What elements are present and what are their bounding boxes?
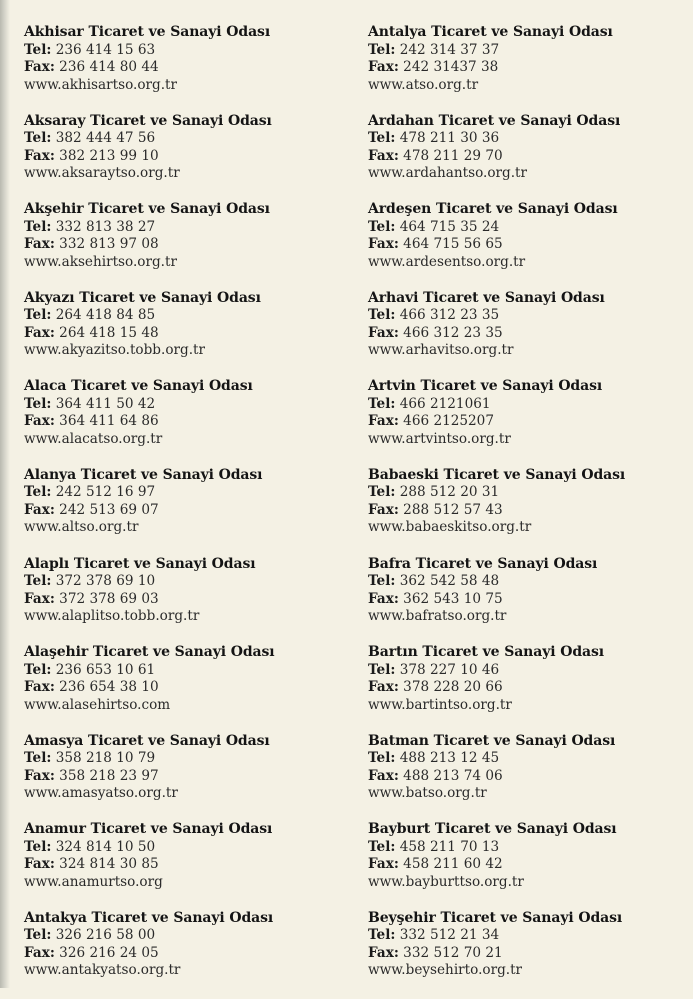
fax-line: [24, 502, 354, 520]
fax-label: Fax:: [24, 767, 55, 784]
chamber-entry: [24, 556, 354, 645]
chamber-entry: [368, 733, 693, 822]
tel-line: [368, 750, 693, 768]
tel-label: Tel:: [368, 218, 396, 235]
fax-label: Fax:: [24, 590, 55, 607]
fax-label: Fax:: [24, 413, 55, 430]
tel-line: [24, 484, 354, 502]
tel-label: Tel:: [24, 395, 52, 412]
chamber-entry: [24, 113, 354, 202]
fax-label: Fax:: [24, 324, 55, 341]
tel-number: 364 411 50 42: [55, 395, 156, 412]
chamber-name: Aksaray Ticaret ve Sanayi Odası: [24, 112, 272, 129]
fax-label: Fax:: [24, 501, 55, 518]
chamber-name: Anamur Ticaret ve Sanayi Odası: [24, 821, 273, 838]
fax-line: [368, 413, 693, 431]
tel-label: Tel:: [24, 307, 52, 324]
fax-label: Fax:: [368, 501, 399, 518]
tel-label: Tel:: [368, 661, 396, 678]
tel-label: Tel:: [24, 927, 52, 944]
fax-number: 478 211 29 70: [403, 147, 503, 164]
website-link[interactable]: www.babaeskitso.org.tr: [368, 519, 532, 536]
tel-line: [368, 484, 693, 502]
tel-number: 488 213 12 45: [399, 750, 500, 767]
tel-line: [24, 42, 354, 60]
website-link[interactable]: www.antakyatso.org.tr: [24, 962, 181, 979]
fax-label: Fax:: [368, 767, 399, 784]
left-column: [24, 24, 354, 999]
chamber-name: Beyşehir Ticaret ve Sanayi Odası: [368, 909, 623, 926]
tel-line: [24, 662, 354, 680]
fax-label: Fax:: [368, 236, 399, 253]
tel-number: 358 218 10 79: [55, 750, 156, 767]
tel-number: 242 314 37 37: [399, 41, 500, 58]
website-link[interactable]: www.ardahantso.org.tr: [368, 165, 528, 182]
fax-line: [368, 502, 693, 520]
tel-number: 332 512 21 34: [399, 927, 500, 944]
fax-number: 466 312 23 35: [403, 324, 503, 341]
fax-line: [24, 945, 354, 963]
tel-line: [368, 573, 693, 591]
tel-number: 382 444 47 56: [55, 130, 156, 147]
chamber-entry: [368, 113, 693, 202]
chamber-entry: [368, 467, 693, 556]
fax-label: Fax:: [368, 590, 399, 607]
tel-label: Tel:: [24, 750, 52, 767]
website-link[interactable]: www.aksehirtso.org.tr: [24, 253, 177, 270]
tel-line: [368, 662, 693, 680]
fax-number: 242 513 69 07: [59, 501, 159, 518]
fax-number: 458 211 60 42: [403, 856, 503, 873]
fax-number: 236 654 38 10: [59, 679, 159, 696]
chamber-entry: [24, 821, 354, 910]
fax-number: 358 218 23 97: [59, 767, 159, 784]
tel-label: Tel:: [24, 218, 52, 235]
website-link[interactable]: www.altso.org.tr: [24, 519, 139, 536]
fax-number: 242 31437 38: [403, 59, 499, 75]
tel-label: Tel:: [368, 484, 396, 501]
tel-line: [368, 839, 693, 857]
tel-number: 324 814 10 50: [55, 838, 156, 855]
tel-label: Tel:: [24, 838, 52, 855]
tel-number: 236 653 10 61: [55, 661, 156, 678]
chamber-entry: [24, 24, 354, 113]
website-link[interactable]: www.amasyatso.org.tr: [24, 785, 178, 802]
chamber-entry: [24, 290, 354, 379]
fax-number: 332 512 70 21: [403, 944, 503, 961]
chamber-name: Bafra Ticaret ve Sanayi Odası: [368, 555, 598, 572]
fax-number: 324 814 30 85: [59, 856, 159, 873]
fax-number: 288 512 57 43: [403, 501, 503, 518]
chamber-name: Artvin Ticaret ve Sanayi Odası: [368, 378, 603, 395]
fax-line: [368, 679, 693, 697]
fax-number: 466 2125207: [403, 413, 494, 430]
tel-label: Tel:: [368, 307, 396, 324]
tel-number: 288 512 20 31: [399, 484, 500, 501]
website-link[interactable]: www.bartintso.org.tr: [368, 696, 512, 713]
website-link[interactable]: www.ardesentso.org.tr: [368, 253, 526, 270]
tel-line: [24, 130, 354, 148]
tel-line: [24, 396, 354, 414]
fax-number: 488 213 74 06: [403, 767, 503, 784]
fax-number: 264 418 15 48: [59, 324, 159, 341]
fax-number: 236 414 80 44: [59, 59, 159, 75]
tel-number: 466 312 23 35: [399, 307, 500, 324]
chamber-entry: [368, 201, 693, 290]
fax-line: [368, 856, 693, 874]
tel-number: 478 211 30 36: [399, 130, 500, 147]
tel-line: [368, 130, 693, 148]
fax-number: 372 378 69 03: [59, 590, 159, 607]
chamber-entry: [368, 24, 693, 113]
chamber-name: Antalya Ticaret ve Sanayi Odası: [368, 24, 613, 40]
tel-label: Tel:: [368, 838, 396, 855]
fax-label: Fax:: [368, 324, 399, 341]
fax-number: 382 213 99 10: [59, 147, 159, 164]
fax-label: Fax:: [24, 147, 55, 164]
chamber-name: Ardeşen Ticaret ve Sanayi Odası: [368, 201, 618, 218]
tel-label: Tel:: [368, 395, 396, 412]
tel-number: 372 378 69 10: [55, 573, 156, 590]
website-link[interactable]: www.bayburttso.org.tr: [368, 873, 524, 890]
chamber-entry: [368, 290, 693, 379]
tel-label: Tel:: [368, 41, 396, 58]
website-link[interactable]: www.beysehirto.org.tr: [368, 962, 523, 979]
tel-number: 466 2121061: [399, 395, 491, 412]
chamber-name: Akşehir Ticaret ve Sanayi Odası: [24, 201, 270, 218]
right-column: [368, 24, 693, 999]
chamber-entry: [368, 910, 693, 999]
chamber-entry: [368, 378, 693, 467]
tel-line: [24, 927, 354, 945]
tel-number: 264 418 84 85: [55, 307, 156, 324]
website-link[interactable]: www.artvintso.org.tr: [368, 430, 511, 447]
chamber-entry: [24, 910, 354, 999]
tel-label: Tel:: [24, 573, 52, 590]
chamber-name: Antakya Ticaret ve Sanayi Odası: [24, 909, 274, 926]
fax-label: Fax:: [368, 944, 399, 961]
fax-line: [368, 236, 693, 254]
tel-line: [368, 42, 693, 60]
fax-line: [368, 59, 693, 77]
tel-number: 236 414 15 63: [55, 41, 156, 58]
chamber-name: Alaşehir Ticaret ve Sanayi Odası: [24, 644, 275, 661]
tel-label: Tel:: [24, 130, 52, 147]
website-link[interactable]: www.alaplitso.tobb.org.tr: [24, 608, 200, 625]
fax-label: Fax:: [24, 856, 55, 873]
tel-label: Tel:: [368, 927, 396, 944]
website-link[interactable]: www.bafratso.org.tr: [368, 608, 507, 625]
fax-label: Fax:: [24, 944, 55, 961]
website-link[interactable]: www.arhavitso.org.tr: [368, 342, 514, 359]
website-link[interactable]: www.aksaraytso.org.tr: [24, 165, 180, 182]
tel-line: [24, 750, 354, 768]
fax-label: Fax:: [368, 147, 399, 164]
tel-label: Tel:: [368, 130, 396, 147]
fax-line: [24, 679, 354, 697]
chamber-entry: [24, 201, 354, 290]
fax-label: Fax:: [24, 59, 55, 75]
tel-line: [24, 573, 354, 591]
fax-line: [24, 59, 354, 77]
fax-label: Fax:: [368, 856, 399, 873]
fax-number: 364 411 64 86: [59, 413, 159, 430]
tel-label: Tel:: [24, 484, 52, 501]
chamber-entry: [368, 556, 693, 645]
website-link[interactable]: www.anamurtso.org: [24, 873, 163, 890]
fax-line: [24, 856, 354, 874]
tel-label: Tel:: [24, 41, 52, 58]
fax-line: [24, 413, 354, 431]
fax-line: [24, 148, 354, 166]
fax-line: [24, 591, 354, 609]
tel-number: 458 211 70 13: [399, 838, 500, 855]
chamber-entry: [368, 644, 693, 733]
fax-label: Fax:: [368, 413, 399, 430]
website-link[interactable]: www.atso.org.tr: [368, 76, 479, 93]
fax-number: 326 216 24 05: [59, 944, 159, 961]
chamber-entry: [24, 644, 354, 733]
tel-number: 326 216 58 00: [55, 927, 156, 944]
website-link[interactable]: www.akyazitso.tobb.org.tr: [24, 342, 205, 359]
website-link[interactable]: www.akhisartso.org.tr: [24, 76, 178, 93]
fax-line: [368, 591, 693, 609]
tel-label: Tel:: [368, 573, 396, 590]
tel-label: Tel:: [368, 750, 396, 767]
chamber-name: Bayburt Ticaret ve Sanayi Odası: [368, 821, 617, 838]
fax-label: Fax:: [368, 59, 399, 75]
chamber-name: Bartın Ticaret ve Sanayi Odası: [368, 644, 605, 661]
chamber-name: Amasya Ticaret ve Sanayi Odası: [24, 732, 270, 749]
chamber-entry: [368, 821, 693, 910]
chamber-name: Ardahan Ticaret ve Sanayi Odası: [368, 112, 621, 129]
fax-label: Fax:: [368, 679, 399, 696]
tel-line: [24, 839, 354, 857]
tel-line: [368, 927, 693, 945]
chamber-name: Arhavi Ticaret ve Sanayi Odası: [368, 289, 605, 306]
tel-number: 362 542 58 48: [399, 573, 500, 590]
tel-line: [24, 219, 354, 237]
fax-line: [368, 768, 693, 786]
chamber-entry: [24, 733, 354, 822]
fax-number: 378 228 20 66: [403, 679, 503, 696]
website-link[interactable]: www.batso.org.tr: [368, 785, 487, 802]
tel-line: [368, 396, 693, 414]
fax-label: Fax:: [24, 236, 55, 253]
fax-line: [24, 236, 354, 254]
website-link[interactable]: www.alacatso.org.tr: [24, 430, 163, 447]
tel-number: 242 512 16 97: [55, 484, 156, 501]
fax-label: Fax:: [24, 679, 55, 696]
fax-number: 464 715 56 65: [403, 236, 503, 253]
tel-number: 332 813 38 27: [55, 218, 156, 235]
tel-line: [24, 307, 354, 325]
chamber-name: Akyazı Ticaret ve Sanayi Odası: [24, 289, 261, 306]
chamber-name: Babaeski Ticaret ve Sanayi Odası: [368, 466, 626, 483]
fax-line: [368, 148, 693, 166]
chamber-entry: [24, 378, 354, 467]
fax-line: [24, 768, 354, 786]
chamber-name: Alaplı Ticaret ve Sanayi Odası: [24, 555, 256, 572]
tel-line: [368, 219, 693, 237]
chamber-name: Alaca Ticaret ve Sanayi Odası: [24, 378, 253, 395]
chamber-entry: [24, 467, 354, 556]
tel-label: Tel:: [24, 661, 52, 678]
fax-line: [368, 945, 693, 963]
fax-number: 332 813 97 08: [59, 236, 159, 253]
chamber-name: Batman Ticaret ve Sanayi Odası: [368, 732, 616, 749]
fax-line: [368, 325, 693, 343]
fax-line: [24, 325, 354, 343]
chamber-name: Alanya Ticaret ve Sanayi Odası: [24, 466, 263, 483]
tel-line: [368, 307, 693, 325]
tel-number: 378 227 10 46: [399, 661, 500, 678]
chamber-name: Akhisar Ticaret ve Sanayi Odası: [24, 24, 271, 40]
website-link[interactable]: www.alasehirtso.com: [24, 696, 171, 713]
tel-number: 464 715 35 24: [399, 218, 500, 235]
fax-number: 362 543 10 75: [403, 590, 503, 607]
